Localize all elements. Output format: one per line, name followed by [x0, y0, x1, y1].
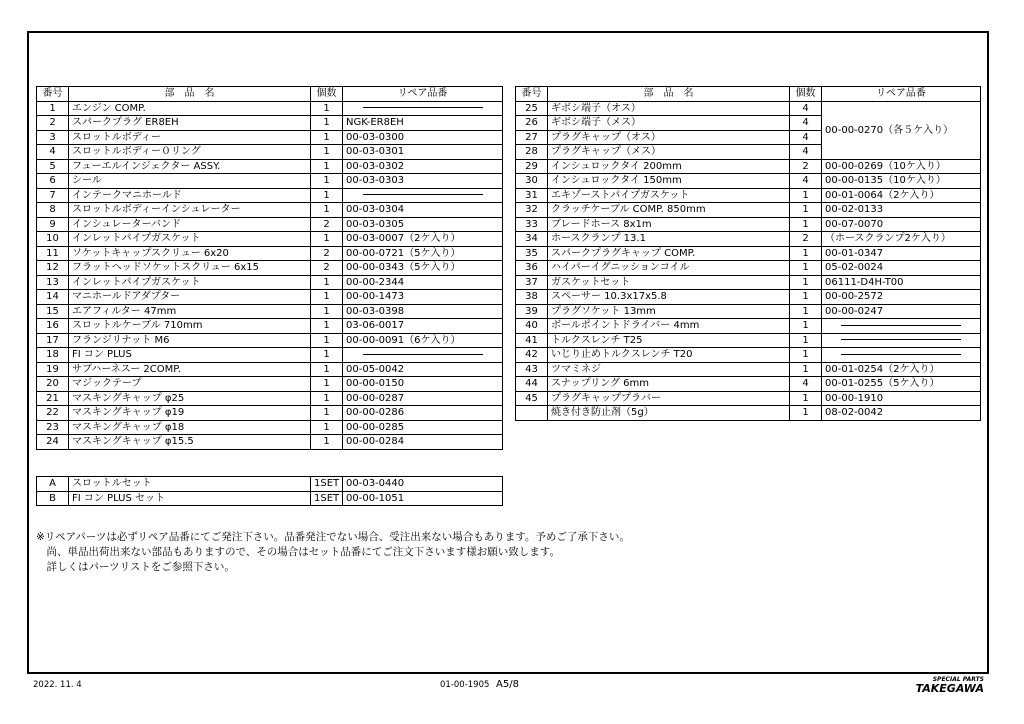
header-qty: 個数 — [790, 87, 822, 102]
row-no: 37 — [516, 275, 548, 290]
row-qty: 1 — [790, 319, 822, 334]
table-row — [37, 275, 503, 290]
dash-line — [363, 107, 483, 108]
row-name: インレットパイプガスケット — [69, 232, 311, 247]
row-code: 00-03-0300 — [343, 130, 503, 145]
row-qty: 4 — [790, 174, 822, 189]
table-row — [37, 261, 503, 276]
row-code: 06111-D4H-T00 — [822, 275, 981, 290]
row-name: フランジリナット M6 — [69, 333, 311, 348]
row-qty: 1 — [311, 333, 343, 348]
row-name: シール — [69, 174, 311, 189]
row-code: 00-01-0064（2ケ入り） — [822, 188, 981, 203]
row-code: 00-01-0347 — [822, 246, 981, 261]
row-name: プラグソケット 13mm — [548, 304, 790, 319]
row-code-none — [343, 188, 503, 203]
table-row — [516, 188, 981, 203]
table-row — [37, 406, 503, 421]
row-no: B — [37, 491, 69, 506]
row-qty: 1 — [311, 203, 343, 218]
row-code: 00-02-0133 — [822, 203, 981, 218]
logo-small-text: SPECIAL PARTS — [932, 676, 984, 683]
row-code: 00-01-0254（2ケ入り） — [822, 362, 981, 377]
row-no: 42 — [516, 348, 548, 363]
row-qty: 2 — [790, 232, 822, 247]
header-name: 部 品 名 — [548, 87, 790, 102]
row-no: 23 — [37, 420, 69, 435]
row-no: 12 — [37, 261, 69, 276]
row-name: FI コン PLUS — [69, 348, 311, 363]
row-code: 00-00-0247 — [822, 304, 981, 319]
note-line-3: 詳しくはパーツリストをご参照下さい。 — [36, 561, 235, 573]
row-name: いじり止めトルクスレンチ T20 — [548, 348, 790, 363]
row-qty: 1 — [311, 174, 343, 189]
table-row — [516, 275, 981, 290]
row-code: 00-00-1910 — [822, 391, 981, 406]
row-code: 00-05-0042 — [343, 362, 503, 377]
row-name: ツマミネジ — [548, 362, 790, 377]
table-row — [516, 159, 981, 174]
row-code: 00-00-1473 — [343, 290, 503, 305]
row-code: 00-01-0255（5ケ入り） — [822, 377, 981, 392]
takegawa-logo — [912, 676, 984, 694]
table-header-row — [516, 87, 981, 102]
row-no: 27 — [516, 130, 548, 145]
row-code: 00-00-0286 — [343, 406, 503, 421]
row-no: 35 — [516, 246, 548, 261]
dash-line — [363, 194, 483, 195]
table-row — [516, 377, 981, 392]
header-no: 番号 — [37, 87, 69, 102]
table-row — [516, 217, 981, 232]
row-qty: 1 — [311, 275, 343, 290]
table-row — [516, 348, 981, 363]
row-no: 4 — [37, 145, 69, 160]
row-name: インレットパイプガスケット — [69, 275, 311, 290]
row-qty: 1 — [311, 406, 343, 421]
row-code: 00-00-2344 — [343, 275, 503, 290]
table-row — [37, 319, 503, 334]
row-no: 31 — [516, 188, 548, 203]
sets-table-body — [37, 477, 503, 506]
row-no: 17 — [37, 333, 69, 348]
note-line-1: ※リペアパーツは必ずリペア品番にてご発注下さい。品番発注でない場合、受注出来ない場合もあります。予めご了承下さい。 — [36, 531, 630, 543]
row-code: 03-06-0017 — [343, 319, 503, 334]
row-name: マジックテープ — [69, 377, 311, 392]
row-qty: 4 — [790, 145, 822, 160]
row-qty: 1 — [311, 362, 343, 377]
row-no: 7 — [37, 188, 69, 203]
row-code: 00-03-0301 — [343, 145, 503, 160]
table-row — [516, 362, 981, 377]
row-no: 6 — [37, 174, 69, 189]
table-row — [37, 491, 503, 506]
table-row — [37, 420, 503, 435]
row-qty: 4 — [790, 101, 822, 116]
table-row — [516, 391, 981, 406]
row-no: 44 — [516, 377, 548, 392]
table-row — [516, 101, 981, 116]
row-qty: 1 — [311, 116, 343, 131]
row-qty: 1 — [311, 101, 343, 116]
table-row — [37, 130, 503, 145]
row-code: 00-03-0302 — [343, 159, 503, 174]
table-row — [37, 391, 503, 406]
row-code: 00-00-0135（10ケ入り） — [822, 174, 981, 189]
dash-line — [841, 339, 961, 340]
row-name: トルクスレンチ T25 — [548, 333, 790, 348]
table-row — [37, 246, 503, 261]
row-qty: 1 — [311, 420, 343, 435]
table-row — [37, 232, 503, 247]
row-code: 05-02-0024 — [822, 261, 981, 276]
row-no: 43 — [516, 362, 548, 377]
table-row — [37, 477, 503, 492]
row-name: インテークマニホールド — [69, 188, 311, 203]
row-qty: 1 — [790, 304, 822, 319]
table-row — [516, 232, 981, 247]
row-no: 13 — [37, 275, 69, 290]
row-no: 22 — [37, 406, 69, 421]
parts-table-left — [36, 86, 503, 450]
row-qty: 2 — [311, 217, 343, 232]
row-name: スナップリング 6mm — [548, 377, 790, 392]
row-qty: 1 — [311, 319, 343, 334]
row-no: 5 — [37, 159, 69, 174]
row-qty: 1 — [790, 333, 822, 348]
row-qty: 1 — [311, 232, 343, 247]
row-qty: 1 — [790, 391, 822, 406]
table-row — [37, 159, 503, 174]
row-qty: 1 — [311, 304, 343, 319]
row-no: 25 — [516, 101, 548, 116]
table-row — [37, 116, 503, 131]
row-qty: 1 — [790, 261, 822, 276]
row-code: NGK-ER8EH — [343, 116, 503, 131]
table-row — [516, 304, 981, 319]
row-no: 36 — [516, 261, 548, 276]
row-qty: 1 — [311, 391, 343, 406]
sets-table — [36, 476, 503, 506]
row-name: スロットルケーブル 710mm — [69, 319, 311, 334]
table-row — [37, 333, 503, 348]
row-qty: 1SET — [311, 491, 343, 506]
row-name: FI コン PLUS セット — [69, 491, 311, 506]
row-name: スパークプラグキャップ COMP. — [548, 246, 790, 261]
row-qty: 2 — [311, 261, 343, 276]
parts-table-right — [515, 86, 981, 421]
table-row — [37, 174, 503, 189]
row-qty: 2 — [790, 159, 822, 174]
row-name: フューエルインジェクター ASSY. — [69, 159, 311, 174]
row-qty: 4 — [790, 377, 822, 392]
table-row — [37, 362, 503, 377]
table-row — [37, 217, 503, 232]
row-qty: 1 — [790, 246, 822, 261]
table-row — [516, 406, 981, 421]
row-code: 00-00-0150 — [343, 377, 503, 392]
row-name: エンジン COMP. — [69, 101, 311, 116]
row-no: 38 — [516, 290, 548, 305]
row-code: 00-00-1051 — [343, 491, 503, 506]
row-name: エアフィルター 47mm — [69, 304, 311, 319]
row-name: マスキングキャップ φ18 — [69, 420, 311, 435]
row-code: 00-00-0285 — [343, 420, 503, 435]
row-qty: 1 — [311, 145, 343, 160]
row-name: ソケットキャップスクリュー 6x20 — [69, 246, 311, 261]
table-row — [37, 304, 503, 319]
row-no: 28 — [516, 145, 548, 160]
row-no: 45 — [516, 391, 548, 406]
row-name: スロットルボディーインシュレーター — [69, 203, 311, 218]
table-row — [37, 203, 503, 218]
row-code-none — [822, 319, 981, 334]
row-code: 00-00-0091（6ケ入り） — [343, 333, 503, 348]
table-row — [37, 145, 503, 160]
row-qty: 1 — [311, 348, 343, 363]
table-row — [516, 246, 981, 261]
row-qty: 1 — [790, 275, 822, 290]
row-qty: 1 — [790, 290, 822, 305]
row-code: 00-00-2572 — [822, 290, 981, 305]
row-no: 14 — [37, 290, 69, 305]
row-name: クラッチケーブル COMP. 850mm — [548, 203, 790, 218]
dash-line — [841, 325, 961, 326]
row-name: ホースクランプ 13.1 — [548, 232, 790, 247]
row-no: 21 — [37, 391, 69, 406]
row-no: 32 — [516, 203, 548, 218]
row-no: A — [37, 477, 69, 492]
table-row — [37, 101, 503, 116]
row-qty: 4 — [790, 116, 822, 131]
footer-page: A5/8 — [496, 679, 519, 690]
row-no: 15 — [37, 304, 69, 319]
row-qty: 1 — [311, 435, 343, 450]
footer-date: 2022. 11. 4 — [33, 680, 82, 690]
parts-table-left-body — [37, 101, 503, 449]
table-row — [516, 203, 981, 218]
row-no: 34 — [516, 232, 548, 247]
row-name: インシュレーターバンド — [69, 217, 311, 232]
row-name: インシュロックタイ 150mm — [548, 174, 790, 189]
row-qty: 1 — [790, 406, 822, 421]
row-code-none — [343, 348, 503, 363]
table-row — [37, 377, 503, 392]
dash-line — [363, 354, 483, 355]
row-qty: 4 — [790, 130, 822, 145]
row-code: 00-03-0398 — [343, 304, 503, 319]
note-line-2: 尚、単品出荷出来ない部品もありますので、その場合はセット品番にてご注文下さいます様お願い致します。 — [36, 546, 560, 558]
row-code: 00-03-0007（2ケ入り） — [343, 232, 503, 247]
row-no: 29 — [516, 159, 548, 174]
row-code: 00-07-0070 — [822, 217, 981, 232]
row-name: マスキングキャップ φ15.5 — [69, 435, 311, 450]
row-qty: 1 — [311, 130, 343, 145]
table-row — [37, 435, 503, 450]
row-qty: 1 — [790, 188, 822, 203]
row-code: 00-00-0343（5ケ入り） — [343, 261, 503, 276]
parts-table-right-body — [516, 101, 981, 420]
row-code: 00-00-0721（5ケ入り） — [343, 246, 503, 261]
header-code: リペア品番 — [822, 87, 981, 102]
row-code: 00-00-0284 — [343, 435, 503, 450]
row-code: 00-03-0440 — [343, 477, 503, 492]
footer-doc-code: 01-00-1905 — [440, 680, 490, 690]
row-name: プラグキャップ（オス） — [548, 130, 790, 145]
row-qty: 1 — [311, 290, 343, 305]
row-qty: 1 — [311, 377, 343, 392]
header-qty: 個数 — [311, 87, 343, 102]
row-code-none — [822, 333, 981, 348]
row-name: ブレードホース 8x1m — [548, 217, 790, 232]
row-no: 39 — [516, 304, 548, 319]
row-name: プラグキャッププラバー — [548, 391, 790, 406]
logo-big-text: TAKEGAWA — [915, 682, 984, 695]
header-no: 番号 — [516, 87, 548, 102]
row-name: ボールポイントドライバー 4mm — [548, 319, 790, 334]
header-code: リペア品番 — [343, 87, 503, 102]
row-name: スロットルボディー — [69, 130, 311, 145]
table-row — [37, 188, 503, 203]
row-name: スロットルボディー０リング — [69, 145, 311, 160]
row-no — [516, 406, 548, 421]
row-name: プラグキャップ（メス） — [548, 145, 790, 160]
row-qty: 1 — [311, 188, 343, 203]
row-name: 焼き付き防止剤（5g） — [548, 406, 790, 421]
row-name: ガスケットセット — [548, 275, 790, 290]
row-name: マスキングキャップ φ19 — [69, 406, 311, 421]
row-qty: 2 — [311, 246, 343, 261]
row-code-none — [822, 348, 981, 363]
row-no: 9 — [37, 217, 69, 232]
header-name: 部 品 名 — [69, 87, 311, 102]
row-name: マニホールドアダプター — [69, 290, 311, 305]
row-no: 24 — [37, 435, 69, 450]
row-no: 33 — [516, 217, 548, 232]
row-code: 00-03-0303 — [343, 174, 503, 189]
table-row — [516, 174, 981, 189]
table-header-row — [37, 87, 503, 102]
row-name: マスキングキャップ φ25 — [69, 391, 311, 406]
row-no: 30 — [516, 174, 548, 189]
row-no: 40 — [516, 319, 548, 334]
row-no: 19 — [37, 362, 69, 377]
row-code: （ホースクランプ2ケ入り） — [822, 232, 981, 247]
row-code-none — [343, 101, 503, 116]
table-row — [37, 348, 503, 363]
row-no: 26 — [516, 116, 548, 131]
row-code: 00-00-0287 — [343, 391, 503, 406]
row-qty: 1 — [790, 217, 822, 232]
row-no: 2 — [37, 116, 69, 131]
row-name: スパークプラグ ER8EH — [69, 116, 311, 131]
row-code: 08-02-0042 — [822, 406, 981, 421]
row-name: ハイパーイグニッションコイル — [548, 261, 790, 276]
row-name: スペーサー 10.3x17x5.8 — [548, 290, 790, 305]
row-no: 1 — [37, 101, 69, 116]
table-row — [516, 290, 981, 305]
row-no: 16 — [37, 319, 69, 334]
row-no: 11 — [37, 246, 69, 261]
row-qty: 1 — [790, 348, 822, 363]
row-name: サブハーネスー 2COMP. — [69, 362, 311, 377]
table-row — [516, 261, 981, 276]
row-name: エキゾーストパイプガスケット — [548, 188, 790, 203]
row-name: スロットルセット — [69, 477, 311, 492]
row-qty: 1 — [311, 159, 343, 174]
row-code: 00-00-0269（10ケ入り） — [822, 159, 981, 174]
row-code-merged: 00-00-0270（各５ケ入り） — [822, 101, 981, 159]
dash-line — [841, 354, 961, 355]
row-no: 18 — [37, 348, 69, 363]
row-no: 10 — [37, 232, 69, 247]
row-qty: 1 — [790, 203, 822, 218]
row-no: 3 — [37, 130, 69, 145]
row-no: 20 — [37, 377, 69, 392]
table-row — [516, 319, 981, 334]
row-qty: 1SET — [311, 477, 343, 492]
row-code: 00-03-0304 — [343, 203, 503, 218]
row-qty: 1 — [790, 362, 822, 377]
row-no: 8 — [37, 203, 69, 218]
row-no: 41 — [516, 333, 548, 348]
row-name: ギボシ端子（オス） — [548, 101, 790, 116]
row-name: ギボシ端子（メス） — [548, 116, 790, 131]
row-name: フラットヘッドソケットスクリュー 6x15 — [69, 261, 311, 276]
table-row — [37, 290, 503, 305]
table-row — [516, 333, 981, 348]
notes — [36, 530, 630, 575]
row-code: 00-03-0305 — [343, 217, 503, 232]
row-name: インシュロックタイ 200mm — [548, 159, 790, 174]
